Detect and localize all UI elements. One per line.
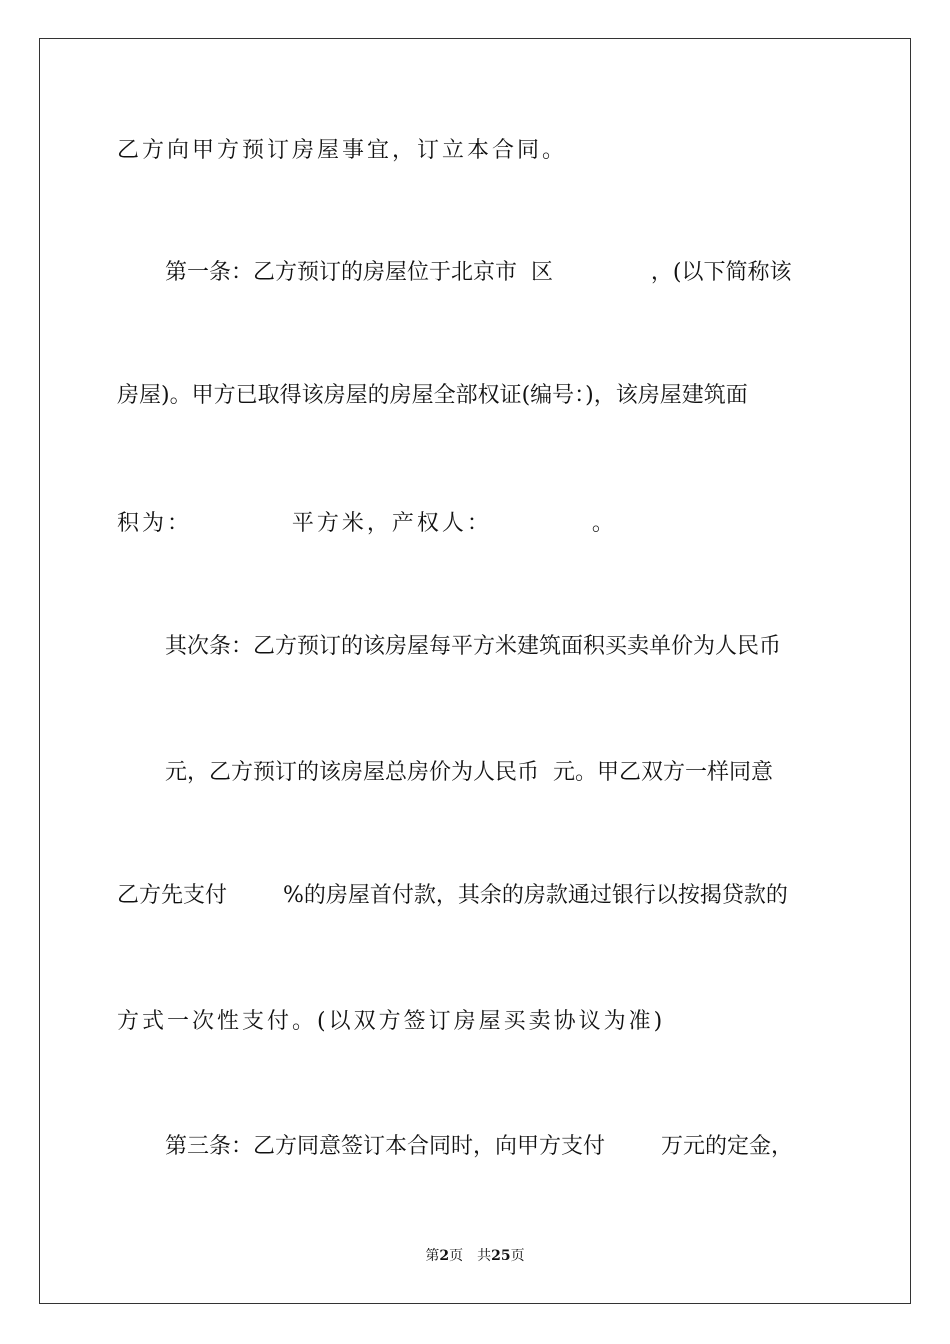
body-line-4: 积为： 平方米，产权人： 。	[117, 511, 617, 536]
footer-page-current: 2	[439, 1248, 450, 1264]
footer-mid: 页 共	[449, 1248, 492, 1264]
footer-suffix: 页	[510, 1248, 525, 1264]
body-line-1: 乙方向甲方预订房屋事宜，订立本合同。	[117, 138, 568, 163]
page-footer	[0, 1247, 950, 1265]
body-line-3: 房屋)。甲方已取得该房屋的房屋全部权证(编号：)，该房屋建筑面	[117, 383, 748, 408]
footer-page-total: 25	[491, 1248, 511, 1264]
page-frame	[39, 38, 911, 1304]
footer-prefix: 第	[425, 1248, 440, 1264]
body-line-2: 第一条：乙方预订的房屋位于北京市 区 ，(以下简称该	[165, 260, 792, 285]
body-line-8: 方式一次性支付。(以双方签订房屋买卖协议为准)	[117, 1009, 666, 1034]
body-line-6: 元，乙方预订的该房屋总房价为人民币 元。甲乙双方一样同意	[165, 760, 773, 785]
body-line-9: 第三条：乙方同意签订本合同时，向甲方支付 万元的定金，	[165, 1134, 793, 1159]
body-line-5: 其次条：乙方预订的该房屋每平方米建筑面积买卖单价为人民币	[165, 634, 782, 659]
body-line-7: 乙方先支付 %的房屋首付款，其余的房款通过银行以按揭贷款的	[117, 883, 788, 908]
